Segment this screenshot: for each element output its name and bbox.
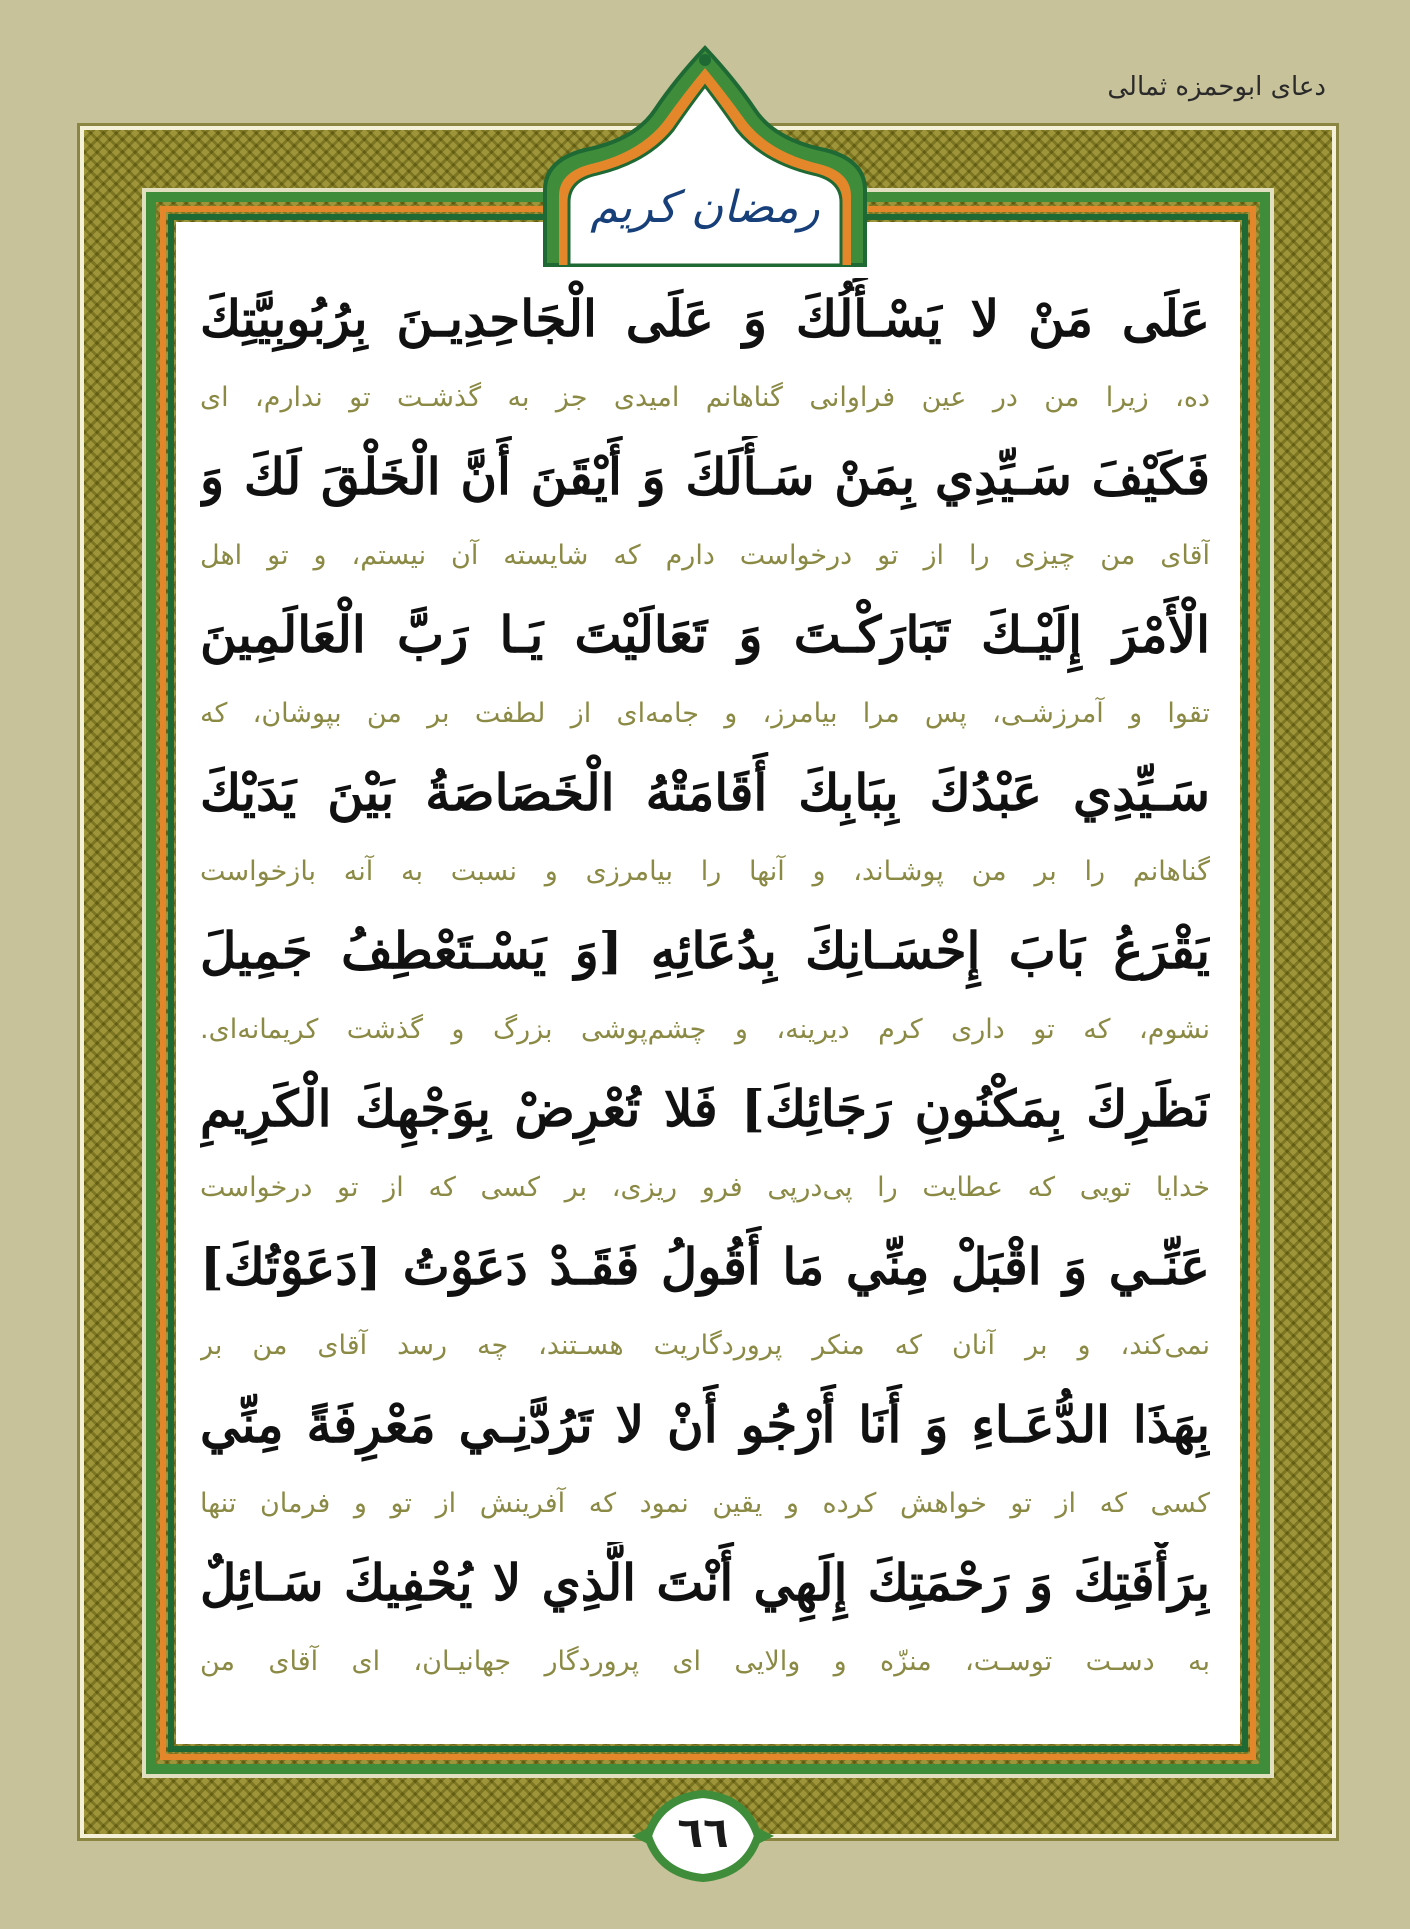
arabic-line: عَلَى مَنْ لا يَسْـأَلُكَ وَ عَلَى الْجَاحِدِيـنَ بِرُبُوبِيَّتِكَ: [200, 289, 1210, 348]
persian-line: نمی‌کند، و بر آنان که منکر پروردگاریت هسـتند، چه رسد آقای من بر: [200, 1330, 1210, 1361]
persian-line: کسی که از تو خواهش کرده و یقین نمود که آفرینش از تو و فرمان تنها: [200, 1488, 1210, 1519]
arabic-line: فَكَيْفَ سَـيِّدِي بِمَنْ سَـأَلَكَ وَ أَيْقَنَ أَنَّ الْخَلْقَ لَكَ وَ: [200, 447, 1210, 506]
verse-block: [200, 1068, 1210, 1226]
crest-title: رمضان کریم: [590, 182, 820, 233]
persian-line: ده، زیرا من در عین فراوانی گناهانم امیدی جز به گذشـت تو ندارم، ای: [200, 382, 1210, 413]
arabic-line: الْأَمْرَ إِلَيْـكَ تَبَارَكْـتَ وَ تَعَالَيْتَ يَـا رَبَّ الْعَالَمِينَ: [200, 605, 1210, 664]
verse-block: [200, 278, 1210, 436]
arabic-line: سَـيِّدِي عَبْدُكَ بِبَابِكَ أَقَامَتْهُ الْخَصَاصَةُ بَيْنَ يَدَيْكَ: [200, 763, 1210, 822]
verse-block: [200, 752, 1210, 910]
verse-block: [200, 436, 1210, 594]
verse-block: [200, 594, 1210, 752]
persian-line: نشوم، که تو داری کرم دیرینه، و چشم‌پوشی بزرگ و گذشت کریمانه‌ای.: [200, 1014, 1210, 1045]
persian-line: خدایا تویی که عطایت را پی‌درپی فرو ریزی، بر کسی که از تو درخواست: [200, 1172, 1210, 1203]
book-title: دعای ابوحمزه ثمالی: [1107, 72, 1326, 102]
arabic-line: بِهَذَا الدُّعَـاءِ وَ أَنَا أَرْجُو أَنْ لا تَرُدَّنِـي مَعْرِفَةً مِنِّي: [200, 1395, 1210, 1454]
verse-block: [200, 1542, 1210, 1700]
arabic-line: بِرَأْفَتِكَ وَ رَحْمَتِكَ إِلَهِي أَنْتَ الَّذِي لا يُحْفِيكَ سَـائِلٌ: [200, 1553, 1210, 1612]
persian-line: به دسـت توسـت، منزّه و والایی ای پروردگار جهانیـان، ای آقای من: [200, 1646, 1210, 1677]
arabic-line: يَقْرَعُ بَابَ إِحْسَـانِكَ بِدُعَائِهِ [وَ يَسْـتَعْطِفُ جَمِيلَ: [200, 921, 1210, 980]
page-number: ٦٦: [677, 1808, 729, 1857]
crest-arch-icon: [525, 40, 885, 270]
ramadan-crest: [525, 40, 885, 270]
persian-line: گناهانم را بر من پوشـاند، و آنها را بیامرزی و نسبت به آنه بازخواست: [200, 856, 1210, 887]
arabic-line: عَنِّـي وَ اقْبَلْ مِنِّي مَا أَقُولُ فَقَـدْ دَعَوْتُ [دَعَوْتُكَ]: [200, 1237, 1210, 1296]
page-number-badge: [628, 1788, 778, 1884]
verse-block: [200, 1384, 1210, 1542]
persian-line: آقای من چیزی را از تو درخواست دارم که شایسته آن نیستم، و تو اهل: [200, 540, 1210, 571]
verse-block: [200, 910, 1210, 1068]
persian-line: تقوا و آمرزشـی، پس مرا بیامرز، و جامه‌ای از لطفت بر من بپوشان، که: [200, 698, 1210, 729]
prayer-text: [200, 278, 1210, 1700]
arabic-line: نَظَرِكَ بِمَكْنُونِ رَجَائِكَ] فَلا تُعْرِضْ بِوَجْهِكَ الْكَرِيمِ: [200, 1079, 1210, 1138]
verse-block: [200, 1226, 1210, 1384]
